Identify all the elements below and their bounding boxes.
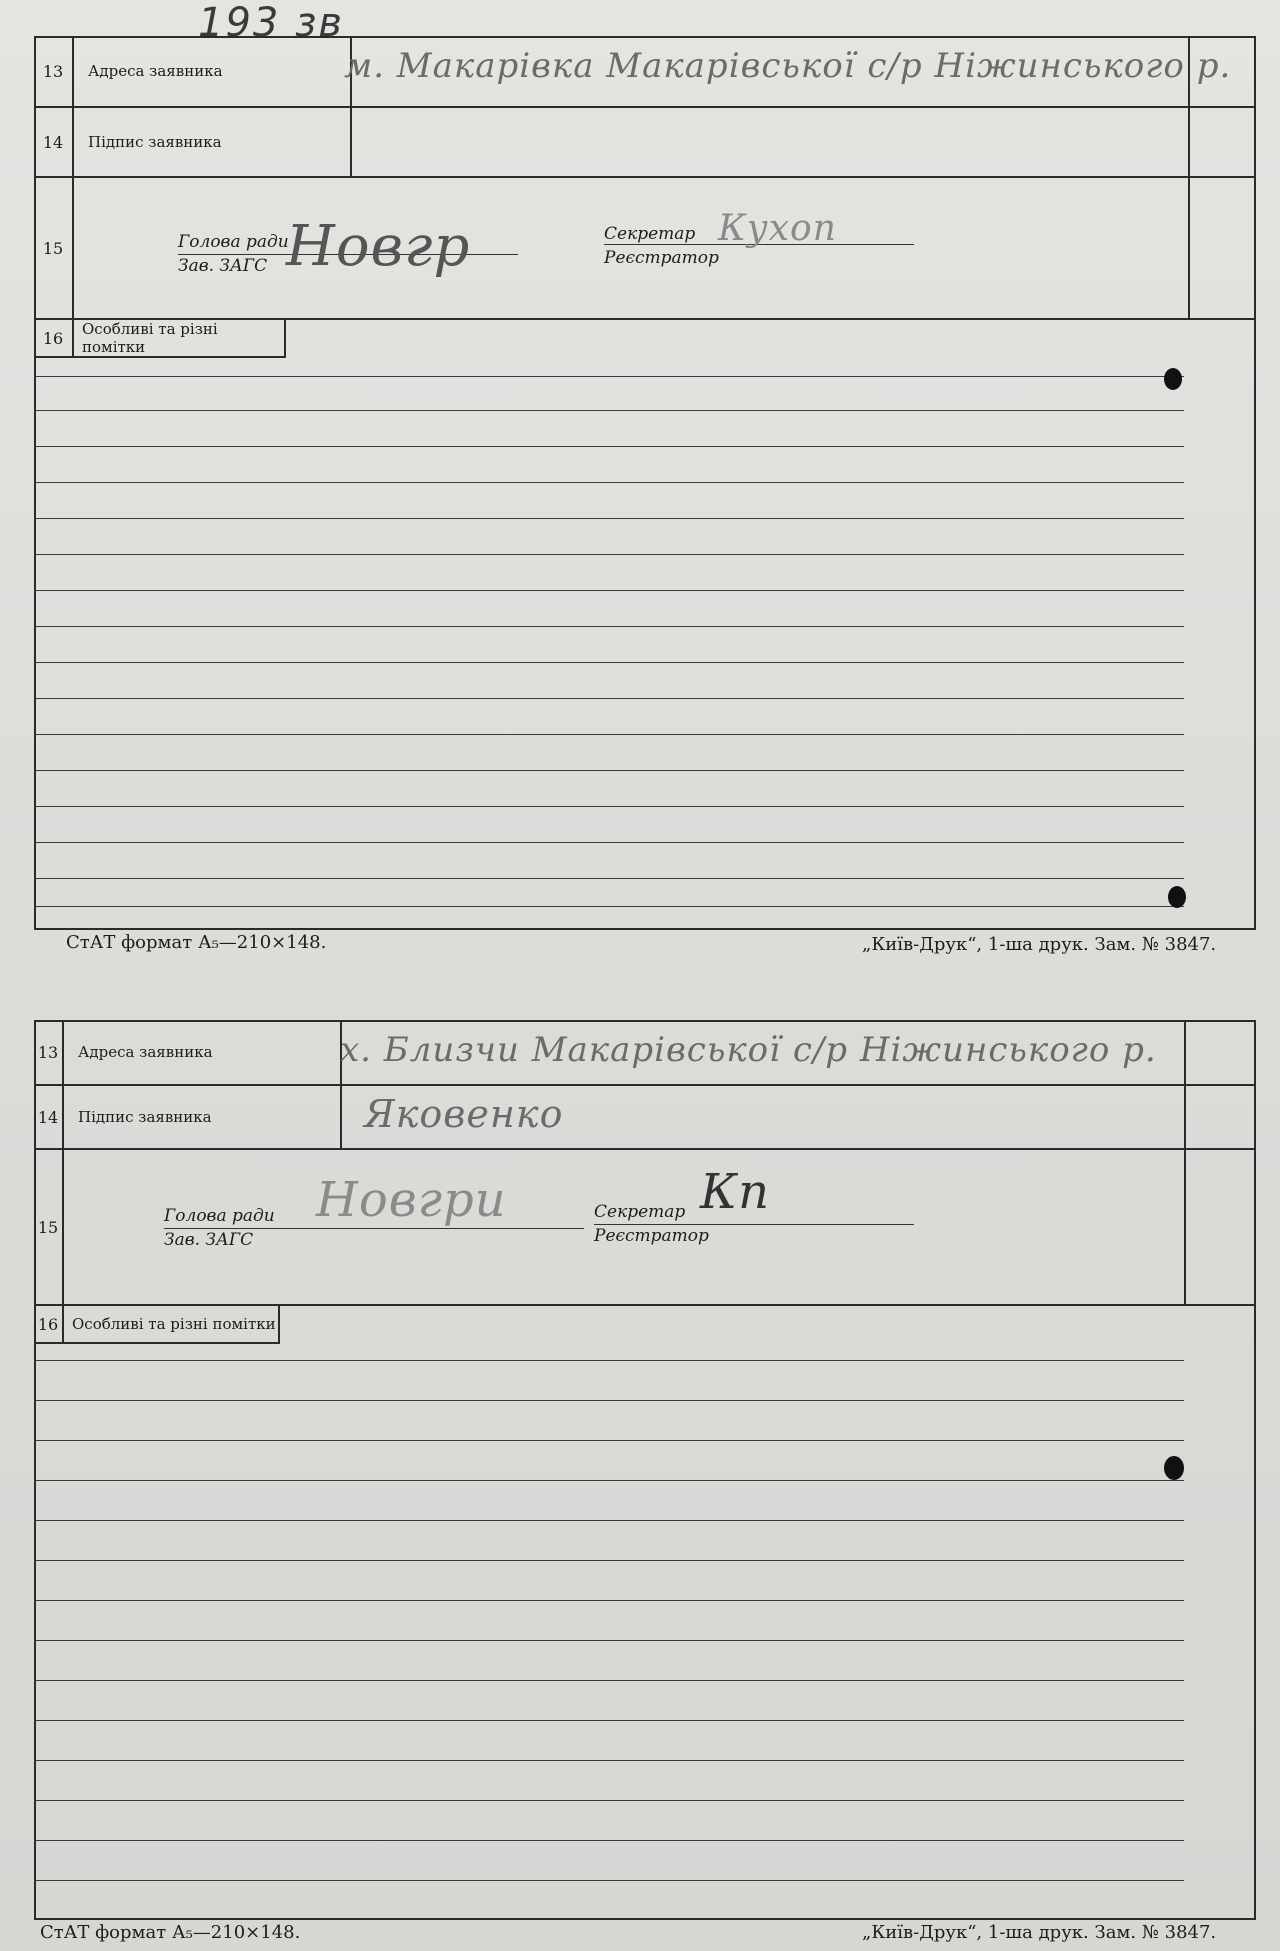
row-number: 14	[34, 108, 74, 176]
secretary-signature: Кухоп	[718, 208, 837, 249]
notes-line	[34, 1680, 1184, 1681]
registrar-title: Реєстратор	[594, 1226, 709, 1246]
head-signature: Новгри	[316, 1172, 507, 1228]
notes-line	[34, 482, 1184, 483]
notes-line	[34, 1760, 1184, 1761]
notes-line	[34, 1840, 1184, 1841]
field-label: Особливі та різні помітки	[72, 1315, 276, 1333]
binding-hole	[1164, 1456, 1184, 1480]
footer-printer: „Київ-Друк“, 1-ша друк. Зам. № 3847.	[862, 934, 1217, 955]
applicant-signature: Яковенко	[364, 1092, 564, 1136]
form-2	[34, 1020, 1256, 1920]
notes-line	[34, 1880, 1184, 1881]
row-number: 15	[34, 178, 74, 318]
row-officials-signatures	[34, 1150, 1256, 1306]
row-notes-header	[34, 1306, 280, 1344]
archive-page-number: 193 зв	[198, 0, 344, 46]
head-signature: Новгр	[286, 214, 471, 279]
row-officials-signatures	[34, 178, 1256, 320]
notes-line	[34, 1480, 1184, 1481]
notes-line	[34, 1600, 1184, 1601]
row-number: 16	[34, 1306, 64, 1342]
secretary-title: Секретар	[604, 224, 696, 244]
row-number: 13	[34, 1020, 64, 1084]
notes-line	[34, 698, 1184, 699]
row-number: 14	[34, 1086, 64, 1148]
registrar-title: Реєстратор	[604, 248, 719, 268]
registry-head-title: Зав. ЗАГС	[164, 1230, 254, 1250]
secretary-signature: Кп	[700, 1164, 771, 1220]
notes-line	[34, 410, 1184, 411]
notes-line	[34, 734, 1184, 735]
secretary-title: Секретар	[594, 1202, 686, 1222]
head-signature-line	[164, 1228, 584, 1229]
secretary-label	[604, 222, 719, 270]
field-label: Адреса заявника	[64, 1020, 342, 1084]
registry-head-title: Зав. ЗАГС	[178, 256, 268, 276]
secretary-signature-line	[594, 1224, 914, 1225]
head-title: Голова ради	[178, 232, 289, 252]
field-label: Підпис заявника	[64, 1086, 342, 1148]
footer-format: СтАТ формат А₅—210×148.	[66, 932, 327, 953]
notes-line	[34, 518, 1184, 519]
notes-line	[34, 626, 1184, 627]
binding-hole	[1164, 368, 1182, 390]
notes-line	[34, 1560, 1184, 1561]
notes-line	[34, 806, 1184, 807]
field-label: Адреса заявника	[74, 36, 352, 106]
binding-hole	[1168, 886, 1186, 908]
row-number: 15	[34, 1150, 64, 1304]
notes-line	[34, 1400, 1184, 1401]
notes-line	[34, 878, 1184, 879]
notes-line	[34, 1520, 1184, 1521]
row-number: 16	[34, 320, 74, 356]
head-title: Голова ради	[164, 1206, 275, 1226]
footer-format: СтАТ формат А₅—210×148.	[40, 1922, 301, 1943]
notes-line	[34, 376, 1184, 377]
address-value: х. Близчи Макарівської с/р Ніжинського р.	[340, 1030, 1157, 1070]
form-1	[34, 36, 1256, 930]
notes-line	[34, 1440, 1184, 1441]
row-address	[34, 36, 1256, 108]
row-notes-header	[34, 320, 286, 358]
row-number: 13	[34, 36, 74, 106]
notes-line	[34, 554, 1184, 555]
notes-line	[34, 662, 1184, 663]
notes-line	[34, 446, 1184, 447]
field-label: Підпис заявника	[74, 108, 352, 176]
notes-line	[34, 1360, 1184, 1361]
notes-line	[34, 770, 1184, 771]
notes-line	[34, 590, 1184, 591]
notes-line	[34, 1640, 1184, 1641]
row-applicant-signature	[34, 1086, 1256, 1150]
footer-printer: „Київ-Друк“, 1-ша друк. Зам. № 3847.	[862, 1922, 1217, 1943]
notes-line	[34, 1720, 1184, 1721]
row-applicant-signature	[34, 108, 1256, 178]
notes-line	[34, 1800, 1184, 1801]
notes-line	[34, 842, 1184, 843]
row-address	[34, 1020, 1256, 1086]
field-label: Особливі та різні помітки	[82, 320, 218, 356]
notes-line	[34, 906, 1184, 907]
address-value: м. Макарівка Макарівської с/р Ніжинського р.	[344, 46, 1232, 86]
